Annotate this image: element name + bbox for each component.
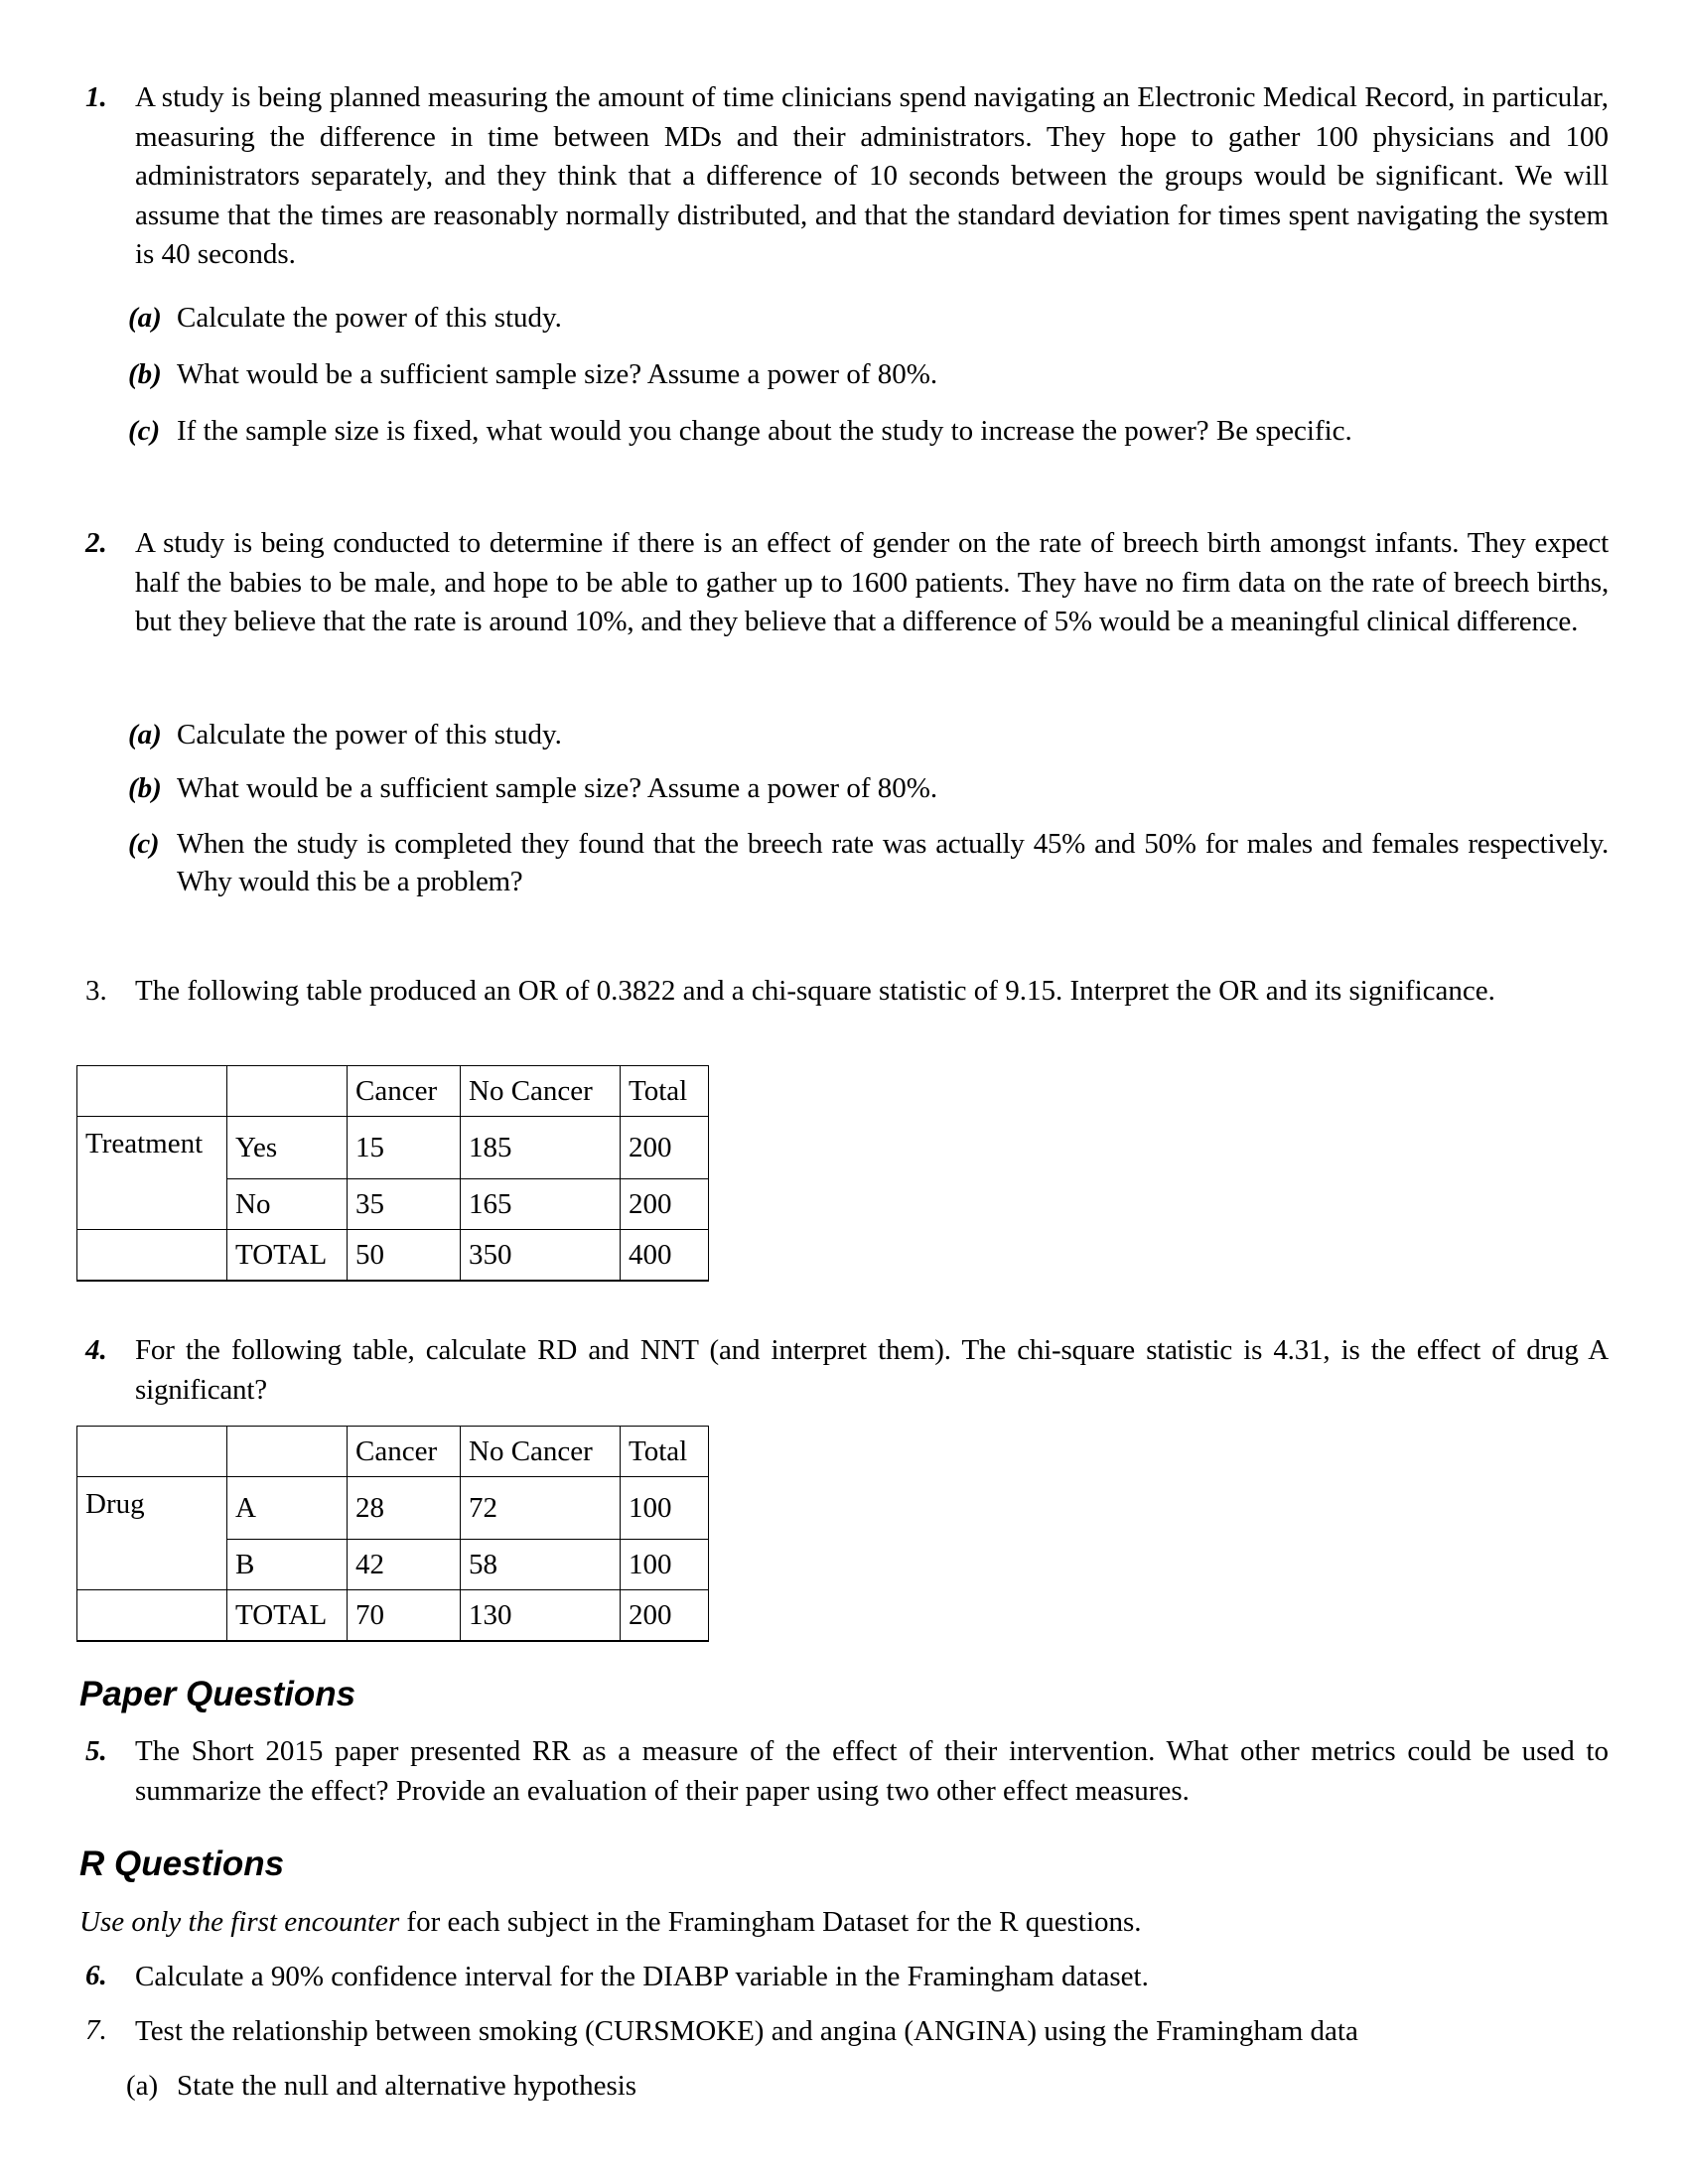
r-questions-intro [79, 1902, 1142, 1942]
table-cell [227, 1066, 348, 1117]
question-6-number: 6. [85, 1960, 107, 1991]
column-header-total: Total [621, 1066, 709, 1117]
table-cell: 15 [348, 1117, 461, 1179]
column-header-no-cancer: No Cancer [461, 1066, 621, 1117]
question-1a-text: Calculate the power of this study. [177, 302, 562, 334]
question-2a-text: Calculate the power of this study. [177, 719, 562, 751]
question-1b-text: What would be a sufficient sample size? Assume a power of 80%. [177, 358, 938, 390]
table-header-row [77, 1066, 709, 1117]
row-label: No [227, 1178, 348, 1229]
r-intro-text: for each subject in the Framingham Dataset for the R questions. [399, 1906, 1142, 1938]
question-4-text: For the following table, calculate RD and NNT (and interpret them). The chi-square statistic is 4.31, is the effect of drug A significant? [135, 1334, 1609, 1406]
table-cell: 28 [348, 1477, 461, 1540]
question-1c-label: (c) [128, 415, 161, 447]
table-cell: 100 [621, 1539, 709, 1589]
table-cell: 100 [621, 1477, 709, 1540]
row-group-label: Treatment [77, 1117, 227, 1179]
column-header-total: Total [621, 1427, 709, 1477]
question-6-text: Calculate a 90% confidence interval for the DIABP variable in the Framingham dataset. [135, 1961, 1149, 1992]
table-cell [77, 1066, 227, 1117]
r-questions-heading: R Questions [79, 1844, 285, 1883]
table-cell [77, 1589, 227, 1641]
row-label: Yes [227, 1117, 348, 1179]
row-label: A [227, 1477, 348, 1540]
question-7-text: Test the relationship between smoking (CURSMOKE) and angina (ANGINA) using the Framingham data [135, 2015, 1358, 2047]
table-cell: 70 [348, 1589, 461, 1641]
question-4-number: 4. [85, 1334, 107, 1366]
question-2b [128, 769, 937, 809]
table-cell: 200 [621, 1178, 709, 1229]
question-7a [126, 2066, 636, 2106]
row-label: TOTAL [227, 1589, 348, 1641]
table-cell: 200 [621, 1589, 709, 1641]
question-1b-label: (b) [128, 358, 162, 390]
table-row [77, 1477, 709, 1540]
question-1-number: 1. [85, 81, 107, 113]
row-group-label: Drug [77, 1477, 227, 1540]
question-1b [128, 355, 937, 395]
table-header-row [77, 1427, 709, 1477]
question-2-number: 2. [85, 527, 107, 559]
question-2b-text: What would be a sufficient sample size? Assume a power of 80%. [177, 772, 938, 804]
question-2b-label: (b) [128, 772, 162, 804]
table-total-row [77, 1229, 709, 1281]
question-2-text: A study is being conducted to determine if there is an effect of gender on the rate of breech birth amongst infants. They expect half the babies to be male, and hope to be able to gather up to 1600 patients. They have no firm data on the rate of breech births, but they believe that the rate is around 10%, and they believe that a difference of 5% would be a meaningful clinical difference. [135, 527, 1609, 637]
table-cell: 185 [461, 1117, 621, 1179]
r-intro-emphasis: Use only the first encounter [79, 1906, 400, 1938]
question-7-number: 7. [85, 2014, 107, 2046]
table-cell [77, 1539, 227, 1589]
row-label: B [227, 1539, 348, 1589]
table-cell: 130 [461, 1589, 621, 1641]
question-3-text: The following table produced an OR of 0.3822 and a chi-square statistic of 9.15. Interpret the OR and its significance. [135, 975, 1495, 1007]
question-2c-text: When the study is completed they found that the breech rate was actually 45% and 50% for males and females respectively. Why would this be a problem? [177, 828, 1609, 897]
table-cell [77, 1427, 227, 1477]
table-cell: 72 [461, 1477, 621, 1540]
question-1-text: A study is being planned measuring the amount of time clinicians spend navigating an Electronic Medical Record, in particular, measuring the difference in time between MDs and their administrators. They hope to gather 100 physicians and 100 administrators separately, and they think that a difference of 10 seconds between the groups would be significant. We will assume that the times are reasonably normally distributed, and that the standard deviation for times spent navigating the system is 40 seconds. [135, 81, 1609, 270]
question-2a-label: (a) [128, 719, 162, 751]
table-row [77, 1117, 709, 1179]
table-cell: 350 [461, 1229, 621, 1281]
table-cell: 200 [621, 1117, 709, 1179]
table-cell: 165 [461, 1178, 621, 1229]
paper-questions-heading: Paper Questions [79, 1675, 356, 1713]
question-7a-label: (a) [126, 2070, 159, 2102]
question-1a-label: (a) [128, 302, 162, 334]
question-2c [128, 825, 1609, 900]
drug-cancer-table [76, 1426, 709, 1642]
question-1a [128, 299, 562, 339]
table-cell: 42 [348, 1539, 461, 1589]
treatment-cancer-table [76, 1065, 709, 1282]
table-cell [227, 1427, 348, 1477]
question-3-number: 3. [85, 975, 107, 1007]
table-cell [77, 1178, 227, 1229]
column-header-no-cancer: No Cancer [461, 1427, 621, 1477]
column-header-cancer: Cancer [348, 1427, 461, 1477]
table-cell [77, 1229, 227, 1281]
question-2c-label: (c) [128, 828, 160, 860]
question-1c-text: If the sample size is fixed, what would you change about the study to increase the power? Be specific. [177, 415, 1352, 447]
table-cell: 50 [348, 1229, 461, 1281]
table-row [77, 1178, 709, 1229]
question-1c [128, 412, 1352, 452]
table-cell: 400 [621, 1229, 709, 1281]
table-cell: 58 [461, 1539, 621, 1589]
column-header-cancer: Cancer [348, 1066, 461, 1117]
question-7a-text: State the null and alternative hypothesis [177, 2070, 637, 2102]
table-cell: 35 [348, 1178, 461, 1229]
table-row [77, 1539, 709, 1589]
question-2a [128, 716, 562, 755]
row-label: TOTAL [227, 1229, 348, 1281]
question-5-number: 5. [85, 1735, 107, 1767]
question-5-text: The Short 2015 paper presented RR as a measure of the effect of their intervention. What other metrics could be used to summarize the effect? Provide an evaluation of their paper using two other effect measures. [135, 1735, 1609, 1807]
table-total-row [77, 1589, 709, 1641]
